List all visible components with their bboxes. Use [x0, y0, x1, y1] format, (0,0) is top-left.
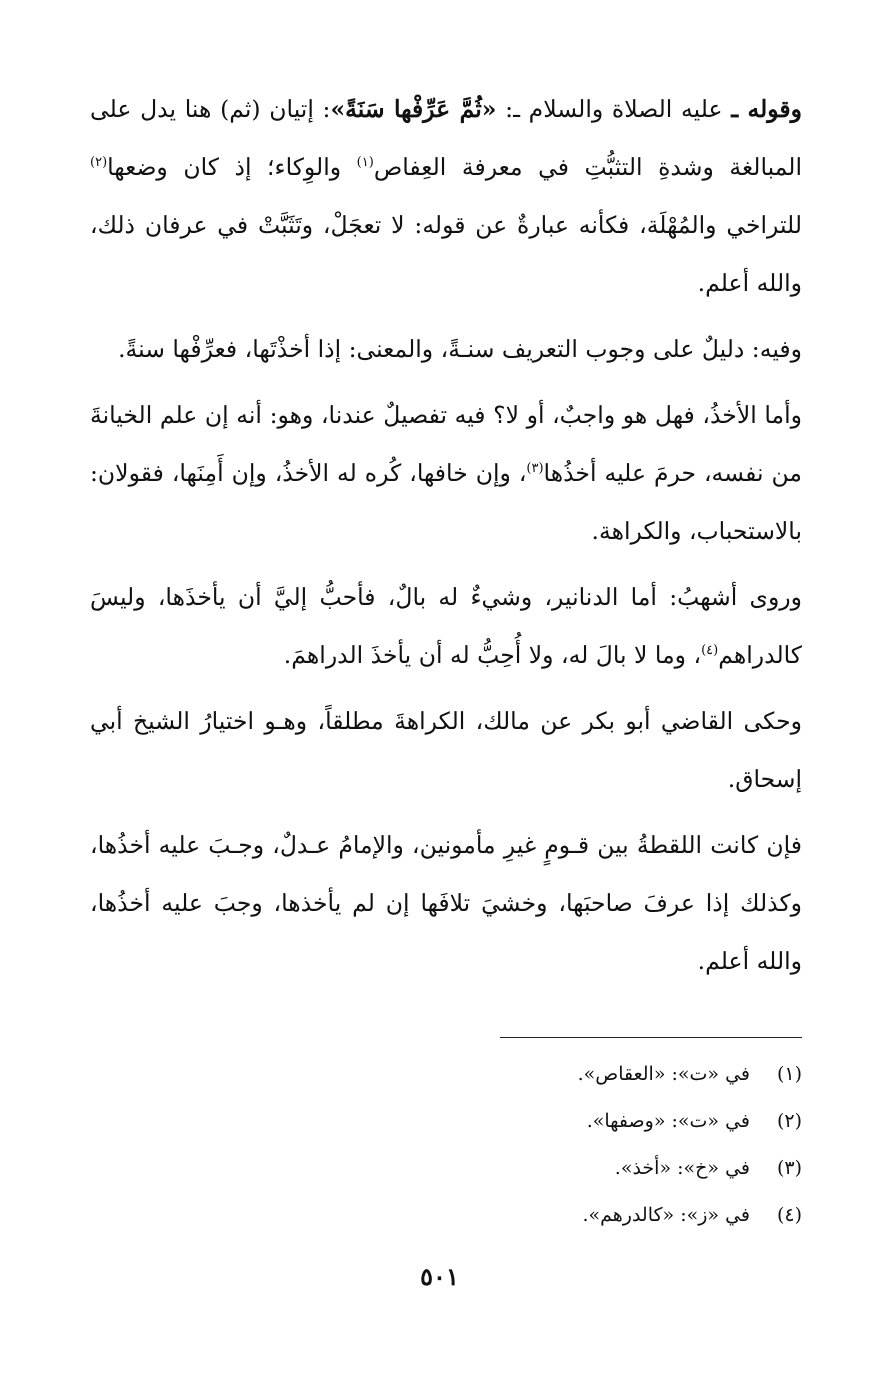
paragraph-text: وأما الأخذُ، فهل هو واجبٌ، أو لا؟ فيه تفصيلٌ عندنا، وهو: أنه إن علم الخيانةَ من نفسه، حرمَ عليه أخذُها	[90, 401, 802, 487]
footnote-text: في «ز»: «كالدرهم».	[582, 1203, 750, 1226]
footnote-number: (١)	[776, 1062, 802, 1085]
footnotes-list	[402, 1050, 802, 1238]
hadith-quote: «ثُمَّ عَرِّفْها سَنَةً»	[330, 95, 497, 123]
footnote-text: في «خ»: «أخذ».	[614, 1156, 750, 1179]
paragraph-5	[90, 692, 802, 808]
paragraph-6	[90, 816, 802, 990]
paragraph-text: : إتيان (ثم) هنا يدل على المبالغة وشدةِ التثبُّتِ في معرفة العِفاص	[90, 95, 802, 181]
paragraph-text: وفيه: دليلٌ على وجوب التعريف سنـةً، والمعنى: إذا أخذْتَها، فعرِّفْها سنةً.	[118, 335, 802, 363]
page-number: ٥٠١	[420, 1262, 459, 1291]
footnote-ref-1[interactable]: (١)	[356, 155, 374, 171]
paragraph-text: والوِكاء؛ إذ كان وضعها	[107, 153, 357, 181]
footnote-text: في «ت»: «العقاص».	[577, 1062, 750, 1085]
footnote-item	[402, 1050, 802, 1097]
paragraph-text: ، وإن خافها، كُره له الأخذُ، وإن أَمِنَها، فقولان: بالاستحباب، والكراهة.	[90, 459, 802, 545]
footnote-ref-3[interactable]: (٣)	[526, 461, 544, 477]
paragraph-2	[90, 320, 802, 378]
footnote-number: (٢)	[776, 1109, 802, 1132]
footnote-ref-4[interactable]: (٤)	[701, 643, 719, 659]
paragraph-text: للتراخي والمُهْلَة، فكأنه عبارةٌ عن قوله: لا تعجَلْ، وتَثَبَّتْ في عرفان ذلك، والله أعلم.	[90, 211, 802, 297]
paragraph-text: وحكى القاضي أبو بكر عن مالك، الكراهةَ مطلقاً، وهـو اختيارُ الشيخ أبي إسحاق.	[90, 707, 802, 793]
paragraph-text: عليه الصلاة والسلام ـ:	[496, 95, 723, 123]
paragraph-lead: وقوله ـ	[731, 95, 802, 123]
footnote-ref-2[interactable]: (٢)	[90, 155, 108, 171]
footnote-divider	[500, 1037, 802, 1038]
paragraph-3	[90, 386, 802, 560]
paragraph-1	[90, 80, 802, 312]
paragraph-text: ، وما لا بالَ له، ولا أُحِبُّ له أن يأخذَ الدراهمَ.	[283, 641, 702, 669]
footnote-item	[402, 1144, 802, 1191]
main-text-body	[90, 80, 802, 998]
paragraph-text: وروى أشهبُ: أما الدنانير، وشيءٌ له بالٌ، فأحبُّ إليَّ أن يأخذَها، وليسَ كالدراهم	[90, 583, 802, 669]
footnote-number: (٤)	[776, 1203, 802, 1226]
paragraph-4	[90, 568, 802, 684]
footnote-item	[402, 1097, 802, 1144]
footnote-text: في «ت»: «وصفها».	[586, 1109, 750, 1132]
footnote-item	[402, 1191, 802, 1238]
paragraph-text: فإن كانت اللقطةُ بين قـومٍ غيرِ مأمونين، والإمامُ عـدلٌ، وجـبَ عليه أخذُها، وكذلك إذا عرفَ صاحبَها، وخشيَ تلافَها إن لم يأخذها، وجبَ عليه أخذُها، والله أعلم.	[90, 831, 802, 975]
footnote-number: (٣)	[776, 1156, 802, 1179]
